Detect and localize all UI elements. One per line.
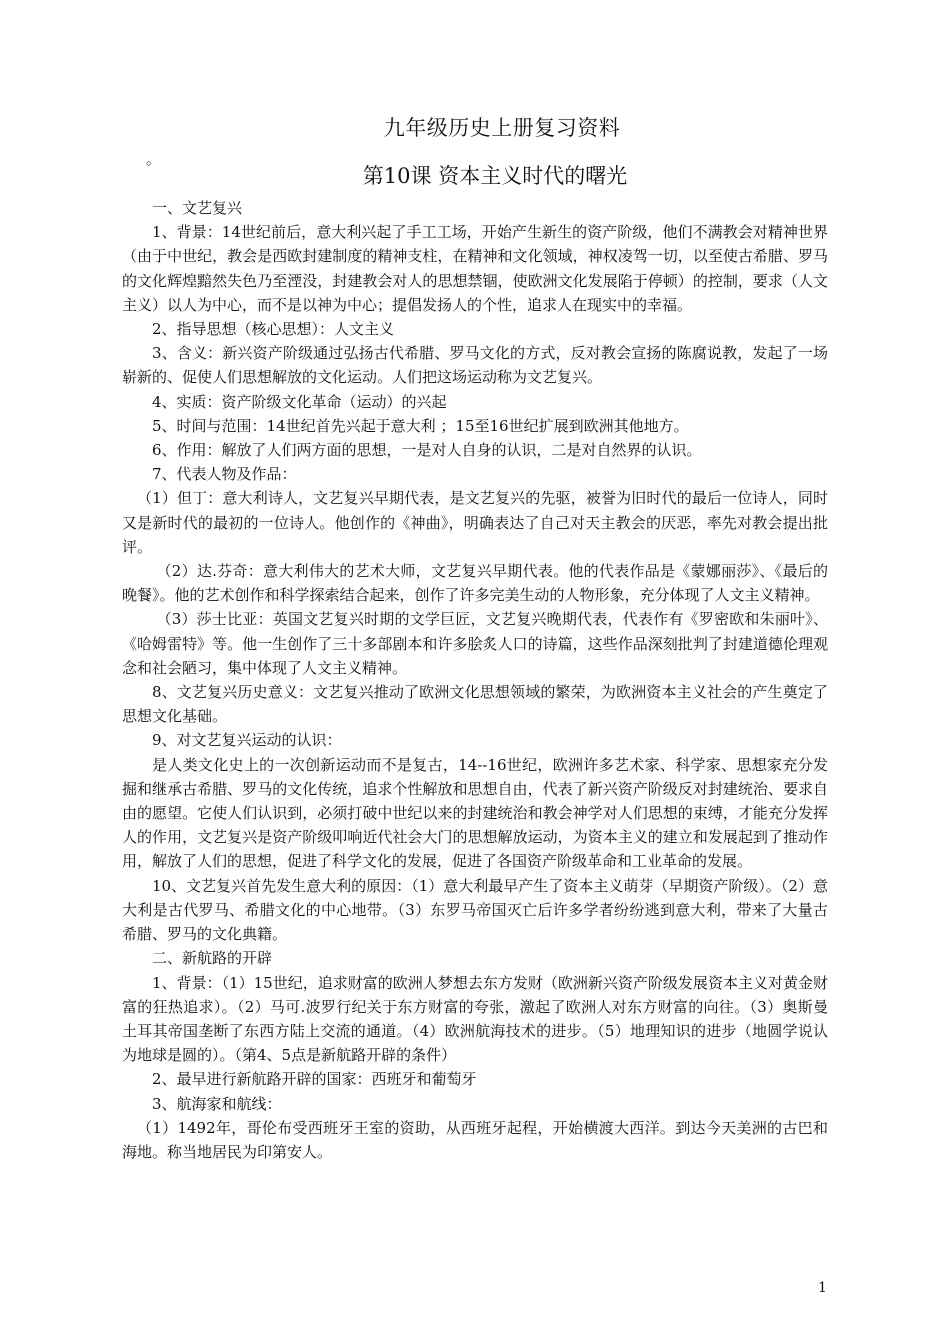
document-title: 九年级历史上册复习资料 <box>383 116 621 140</box>
paragraph-first-countries: 2、最早进行新航路开辟的国家：西班牙和葡萄牙 <box>152 1070 477 1089</box>
document-body <box>122 196 828 1164</box>
paragraph-dante: （1）但丁：意大利诗人，文艺复兴早期代表，是文艺复兴的先驱，被誉为旧时代的最后一位诗人，同时又是新时代的最初的一位诗人。他创作的《神曲》，明确表达了自己对天主教会的厌恶，率先对教会提出批评。 <box>122 489 828 556</box>
paragraph-time-scope: 5、时间与范围：14世纪首先兴起于意大利 ；15至16世纪扩展到欧洲其他地方。 <box>152 416 689 435</box>
paragraph-navigators-heading: 3、航海家和航线： <box>152 1094 282 1113</box>
paragraph-routes-background: 1、背景：（1）15世纪，追求财富的欧洲人梦想去东方发财（欧洲新兴资产阶级发展资本主义对黄金财富的狂热追求）。（2）马可.波罗行纪关于东方财富的夸张，激起了欧洲人对东方财富的向往。（3）奥斯曼土耳其帝国垄断了东西方陆上交流的通道。（4）欧洲航海技术的进步。（5）地理知识的进步（地圆学说认为地球是圆的）。（第4、5点是新航路开辟的条件） <box>122 973 828 1065</box>
paragraph-effect: 6、作用：解放了人们两方面的思想，一是对人自身的认识，二是对自然界的认识。 <box>152 441 702 460</box>
paragraph-understanding: 是人类文化史上的一次创新运动而不是复古，14--16世纪，欧洲许多艺术家、科学家、思想家充分发掘和继承古希腊、罗马的文化传统，追求个性解放和思想自由，代表了新兴资产阶级反对封建统治、要求自由的愿望。它使人们认识到，必须打破中世纪以来的封建统治和教会神学对人们思想的束缚，才能充分发挥人的作用，文艺复兴是资产阶级叩响近代社会大门的思想解放运动，为资本主义的建立和发展起到了推动作用，解放了人们的思想，促进了科学文化的发展，促进了各国资产阶级革命和工业革命的发展。 <box>122 755 828 871</box>
lesson-title: 第10课 资本主义时代的曙光 <box>362 164 628 188</box>
paragraph-understanding-heading: 9、对文艺复兴运动的认识： <box>152 731 342 750</box>
paragraph-figures-heading: 7、代表人物及作品： <box>152 465 297 484</box>
paragraph-background: 1、背景：14世纪前后，意大利兴起了手工工场，开始产生新生的资产阶级，他们不满教会对精神世界（由于中世纪，教会是西欧封建制度的精神支柱，在精神和文化领域，神权凌驾一切，以至使古希腊、罗马的文化辉煌黯然失色乃至湮没，封建教会对人的思想禁锢，使欧洲文化发展陷于停顿）的控制，要求（人文主义）以人为中心，而不是以神为中心；提倡发扬人的个性，追求人在现实中的幸福。 <box>122 223 828 314</box>
stray-mark: 。 <box>146 150 162 168</box>
page-number: 1 <box>818 1280 827 1296</box>
paragraph-significance: 8、文艺复兴历史意义：文艺复兴推动了欧洲文化思想领域的繁荣，为欧洲资本主义社会的产生奠定了思想文化基础。 <box>122 683 828 726</box>
paragraph-meaning: 3、含义：新兴资产阶级通过弘扬古代希腊、罗马文化的方式，反对教会宣扬的陈腐说教，发起了一场崭新的、促使人们思想解放的文化运动。人们把这场运动称为文艺复兴。 <box>122 344 828 387</box>
paragraph-da-vinci: （2）达.芬奇：意大利伟大的艺术大师，文艺复兴早期代表。他的代表作品是《蒙娜丽莎》、《最后的晚餐》。他的艺术创作和科学探索结合起来，创作了许多完美生动的人物形象，充分体现了人文主义精神。 <box>122 562 828 605</box>
paragraph-italy-reasons: 10、文艺复兴首先发生意大利的原因：（1）意大利最早产生了资本主义萌芽（早期资产阶级）。（2）意大利是古代罗马、希腊文化的中心地带。（3）东罗马帝国灭亡后许多学者纷纷逃到意大利，带来了大量古希腊、罗马的文化典籍。 <box>122 876 828 944</box>
paragraph-essence: 4、实质：资产阶级文化革命（运动）的兴起 <box>152 392 447 411</box>
paragraph-columbus: （1）1492年，哥伦布受西班牙王室的资助，从西班牙起程，开始横渡大西洋。到达今天美洲的古巴和海地。称当地居民为印第安人。 <box>122 1118 828 1161</box>
paragraph-shakespeare: （3）莎士比亚：英国文艺复兴时期的文学巨匠，文艺复兴晚期代表，代表作有《罗密欧和朱丽叶》、《哈姆雷特》等。他一生创作了三十多部剧本和许多脍炙人口的诗篇，这些作品深刻批判了封建道德伦理观念和社会陋习，集中体现了人文主义精神。 <box>122 610 828 677</box>
section-heading-new-routes: 二、新航路的开辟 <box>152 949 273 968</box>
section-heading-renaissance: 一、文艺复兴 <box>152 199 243 217</box>
paragraph-guiding-thought: 2、指导思想（核心思想）：人文主义 <box>152 320 395 339</box>
